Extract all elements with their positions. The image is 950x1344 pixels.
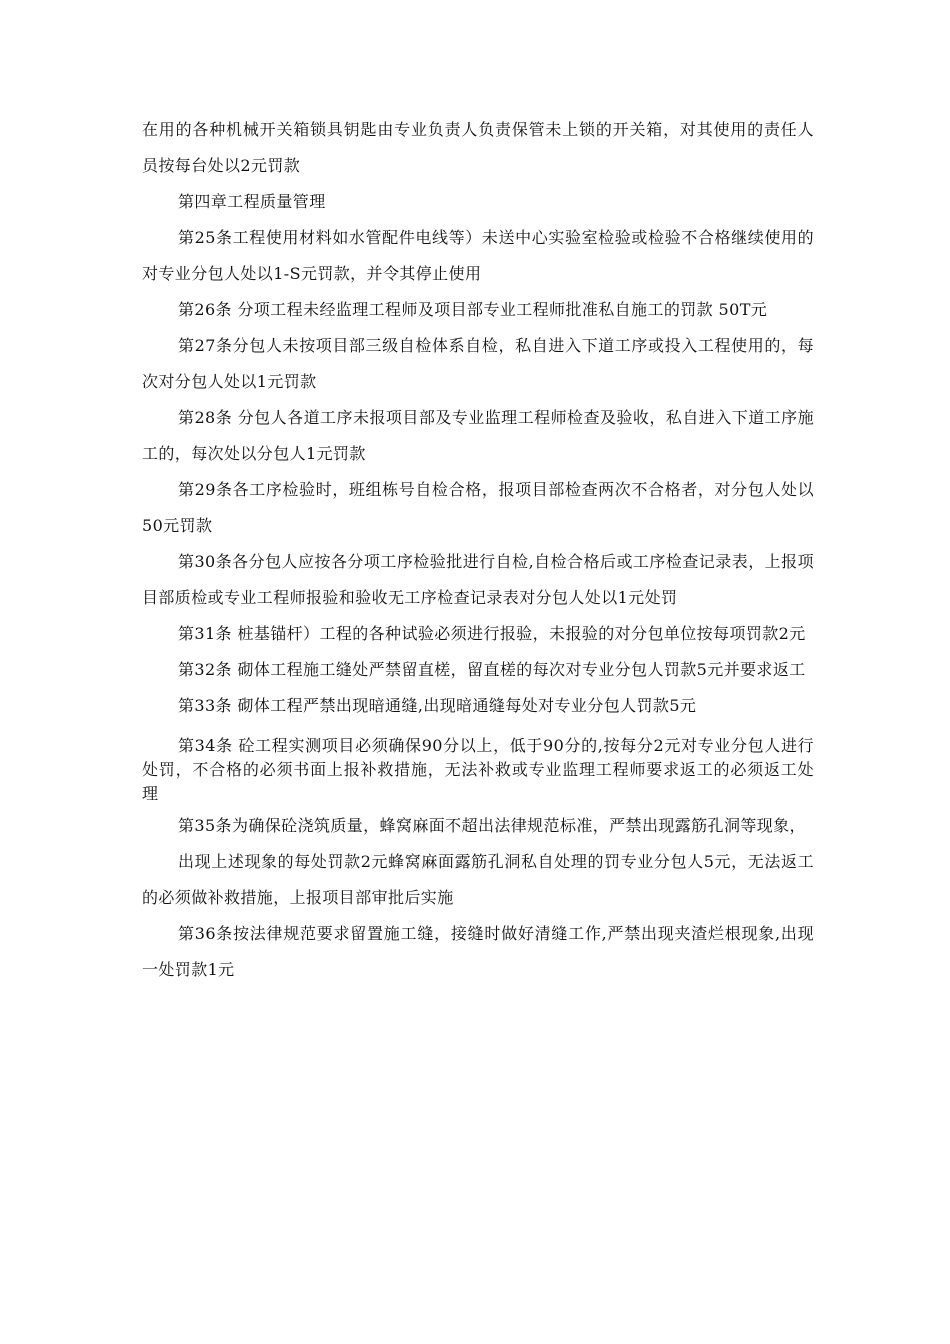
article-29: 第29条各工序检验时，班组栋号自检合格，报项目部检查两次不合格者，对分包人处以50元罚款: [142, 480, 814, 535]
article-33: 第33条 砌体工程严禁出现暗通缝,出现暗通缝每处对专业分包人罚款5元: [178, 696, 697, 715]
article-32: 第32条 砌体工程施工缝处严禁留直槎，留直槎的每次对专业分包人罚款5元并要求返工: [178, 660, 806, 679]
article-30: 第30条各分包人应按各分项工序检验批进行自检,自检合格后或工序检查记录表，上报项目部质检或专业工程师报验和验收无工序检查记录表对分包人处以1元处罚: [142, 552, 814, 607]
paragraph-continuation: 在用的各种机械开关箱锁具钥匙由专业负责人负责保管未上锁的开关箱，对其使用的责任人员按每台处以2元罚款: [142, 120, 814, 175]
article-27: 第27条分包人未按项目部三级自检体系自检，私自进入下道工序或投入工程使用的，每次对分包人处以1元罚款: [142, 336, 814, 391]
article-35: 第35条为确保砼浇筑质量，蜂窝麻面不超出法律规范标准，严禁出现露筋孔洞等现象，: [178, 816, 806, 835]
article-36: 第36条按法律规范要求留置施工缝，接缝时做好清缝工作,严禁出现夹渣烂根现象,出现一处罚款1元: [142, 924, 814, 979]
chapter-heading: 第四章工程质量管理: [178, 192, 326, 211]
article-25: 第25条工程使用材料如水管配件电线等）未送中心实验室检验或检验不合格继续使用的对专业分包人处以1-S元罚款，并令其停止使用: [142, 228, 814, 283]
article-28: 第28条 分包人各道工序未报项目部及专业监理工程师检查及验收，私自进入下道工序施工的，每次处以分包人1元罚款: [142, 408, 814, 463]
article-34: 第34条 砼工程实测项目必须确保90分以上，低于90分的,按每分2元对专业分包人进行处罚，不合格的必须书面上报补救措施，无法补救或专业监理工程师要求返工的必须返工处理: [142, 736, 814, 803]
article-31: 第31条 桩基锚杆）工程的各种试验必须进行报验，未报验的对分包单位按每项罚款2元: [178, 624, 806, 643]
article-35-continued: 出现上述现象的每处罚款2元蜂窝麻面露筋孔洞私自处理的罚专业分包人5元，无法返工的必须做补救措施，上报项目部审批后实施: [142, 852, 814, 907]
article-26: 第26条 分项工程未经监理工程师及项目部专业工程师批准私自施工的罚款 50T元: [178, 300, 768, 319]
document-body: [142, 112, 814, 988]
